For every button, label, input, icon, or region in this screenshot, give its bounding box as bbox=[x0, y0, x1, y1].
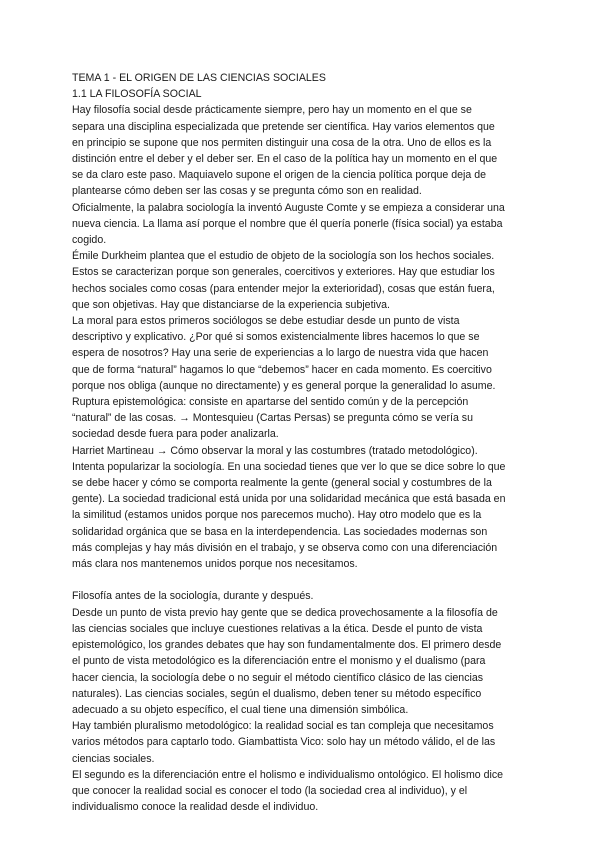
text-line: Oficialmente, la palabra sociología la inventó Auguste Comte y se empieza a considerar una bbox=[72, 201, 505, 214]
document-page bbox=[72, 70, 530, 815]
text-line: epistemológico, los grandes debates que hay son fundamentalmente dos. El primero desde bbox=[72, 639, 502, 652]
text-line: Intenta popularizar la sociología. En una sociedad tienes que ver lo que se dice sobre lo que bbox=[72, 460, 506, 473]
text-line: que de forma “natural” hagamos lo que “debemos” hacer en cada momento. Es coercitivo bbox=[72, 363, 492, 376]
text-line: Estos se caracterizan porque son generales, coercitivos y exteriores. Hay que estudiar los bbox=[72, 266, 495, 279]
text-line: se da claro este paso. Maquiavelo supone el origen de la ciencia política porque deja de bbox=[72, 169, 487, 182]
text-line: Émile Durkheim plantea que el estudio de objeto de la sociología son los hechos sociales. bbox=[72, 250, 495, 263]
text-line: El segundo es la diferenciación entre el holismo e individualismo ontológico. El holismo dice bbox=[72, 768, 504, 781]
text-line: más complejas y hay más división en el trabajo, y se observa como con una diferenciación bbox=[72, 541, 498, 554]
text-line: Hay también pluralismo metodológico: la realidad social es tan compleja que necesitamos bbox=[72, 720, 494, 733]
text-line: adecuado a su objeto específico, el cual tiene una dimensión simbólica. bbox=[72, 703, 409, 716]
text-line: Ruptura epistemológica: consiste en apartarse del sentido común y de la percepción bbox=[72, 396, 469, 409]
text-line: gente). La sociedad tradicional está unida por una solidaridad mecánica que está basada en bbox=[72, 493, 506, 506]
text-line: se debe hacer y cómo se comporta realmente la gente (general social y costumbres de la bbox=[72, 477, 492, 490]
text-line: separa una disciplina especializada que pretende ser científica. Hay varios elementos que bbox=[72, 120, 495, 133]
text-line: Harriet Martineau → Cómo observar la moral y las costumbres (tratado metodológico). bbox=[72, 444, 478, 457]
text-line: nueva ciencia. La llama así porque el nombre que él quería ponerle (física social) ya estaba bbox=[72, 217, 503, 230]
text-line: varios métodos para captarlo todo. Giambattista Vico: solo hay un método válido, el de las bbox=[72, 736, 496, 749]
text-line: cogido. bbox=[72, 234, 107, 247]
text-line: “natural” de las cosas. → Montesquieu (Cartas Persas) se pregunta cómo se vería su bbox=[72, 412, 473, 425]
text-line: La moral para estos primeros sociólogos se debe estudiar desde un punto de vista bbox=[72, 315, 460, 328]
text-line: porque nos obliga (aunque no directamente) y es general porque la generalidad lo asume. bbox=[72, 379, 496, 392]
text-line: espera de nosotros? Hay una serie de experiencias a lo largo de nuestra vida que hacen bbox=[72, 347, 489, 360]
text-line: que conocer la realidad social es conocer el todo (la sociedad crea al individuo), y el bbox=[72, 784, 468, 797]
text-line: en principio se supone que nos permiten distinguir una cosa de la otra. Uno de ellos es la bbox=[72, 136, 492, 149]
text-line: plantearse cómo deben ser las cosas y se pregunta cómo son en realidad. bbox=[72, 185, 422, 198]
text-line: las ciencias sociales que incluye cuestiones relativas a la ética. Desde el punto de vista bbox=[72, 622, 483, 635]
text-line: Hay filosofía social desde prácticamente siempre, pero hay un momento en el que se bbox=[72, 104, 472, 117]
text-line: solidaridad orgánica que se basa en la interdependencia. Las sociedades modernas son bbox=[72, 525, 488, 538]
text-line: que son objetivas. Hay que distanciarse de la experiencia subjetiva. bbox=[72, 298, 391, 311]
text-line: el punto de vista metodológico es la diferenciación entre el monismo y el dualismo (para bbox=[72, 655, 486, 668]
text-line: ciencias sociales. bbox=[72, 752, 155, 765]
text-line: más clara nos mantenemos unidos porque nos necesitamos. bbox=[72, 558, 358, 571]
text-line: 1.1 LA FILOSOFÍA SOCIAL bbox=[72, 88, 202, 101]
paragraph-gap bbox=[72, 572, 530, 588]
text-line: Desde un punto de vista previo hay gente que se dedica provechosamente a la filosofía de bbox=[72, 606, 498, 619]
text-line: descriptivo y explicativo. ¿Por qué si somos existencialmente libres hacemos lo que se bbox=[72, 331, 480, 344]
text-line: distinción entre el deber y el deber ser. En el caso de la política hay un momento en el que bbox=[72, 153, 498, 166]
text-line: hechos sociales como cosas (para entender mejor la exterioridad), cosas que están fuera, bbox=[72, 282, 495, 295]
text-line: hacer ciencia, la sociología debe o no seguir el método científico clásico de las ciencias bbox=[72, 671, 484, 684]
text-line: la similitud (estamos unidos porque nos parecemos mucho). Hay otro modelo que es la bbox=[72, 509, 482, 522]
text-line: sociedad desde fuera para poder analizarla. bbox=[72, 428, 279, 441]
text-line: individualismo conoce la realidad desde el individuo. bbox=[72, 801, 319, 814]
text-line: Filosofía antes de la sociología, durante y después. bbox=[72, 590, 314, 603]
text-line: naturales). Las ciencias sociales, según el dualismo, deben tener su método específico bbox=[72, 687, 482, 700]
text-line: TEMA 1 - EL ORIGEN DE LAS CIENCIAS SOCIALES bbox=[72, 72, 326, 84]
